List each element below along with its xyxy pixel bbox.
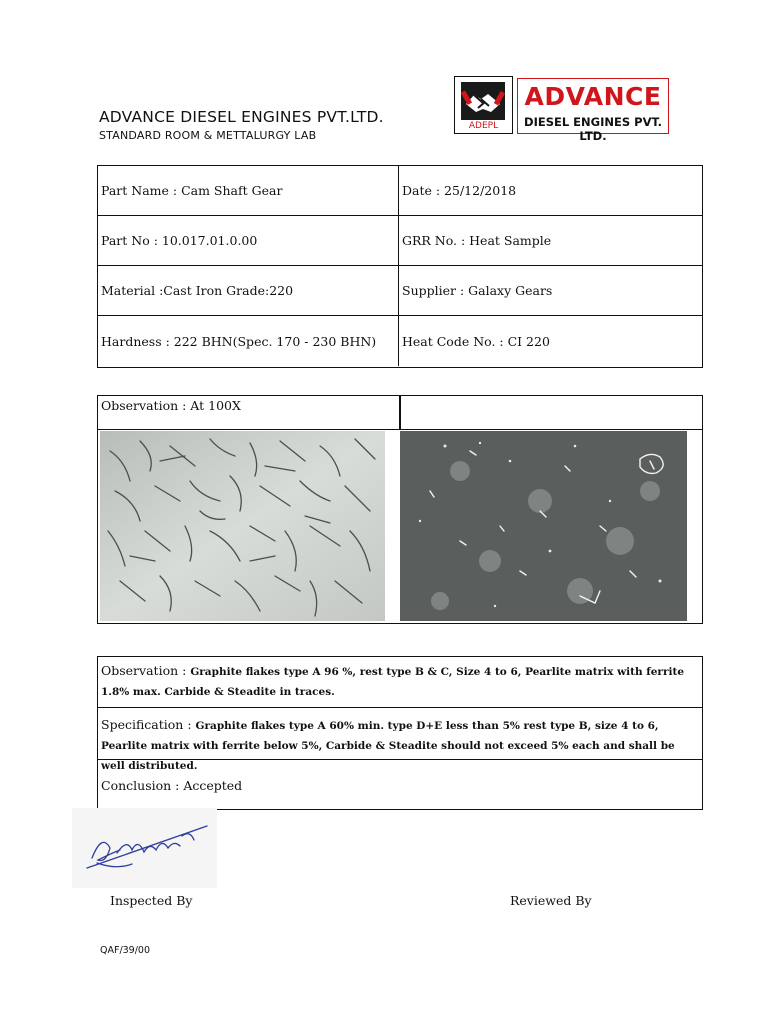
observation-row	[98, 657, 702, 708]
header-divider	[399, 396, 401, 429]
company-name: ADVANCE DIESEL ENGINES PVT.LTD.	[99, 108, 384, 126]
info-row	[98, 266, 702, 316]
logo-brand: ADVANCE	[524, 82, 662, 111]
heat-code: Heat Code No. : CI 220	[402, 333, 550, 349]
observation-text: Graphite flakes type A 96 %, rest type B & C, Size 4 to 6, Pearlite matrix with ferrite 1.8% max. Carbide & Steadite in traces.	[101, 666, 685, 698]
hardness: Hardness : 222 BHN(Spec. 170 - 230 BHN)	[98, 316, 399, 366]
conclusion: Conclusion : Accepted	[101, 778, 243, 793]
company-logo	[454, 76, 669, 143]
logo-emblem-text: ADEPL	[468, 121, 499, 131]
micrograph-label: Observation : At 100X	[101, 398, 241, 413]
info-row	[98, 166, 702, 216]
micrograph-header	[98, 396, 702, 430]
observation-label: Observation :	[101, 663, 191, 678]
pearlite-matrix-micrograph	[400, 431, 687, 621]
inspector-signature	[72, 808, 217, 888]
report-date: Date : 25/12/2018	[402, 183, 517, 198]
conclusion-row	[98, 760, 702, 808]
inspected-by: Inspected By	[110, 893, 193, 908]
info-row	[98, 316, 702, 366]
logo-wordmark	[517, 78, 669, 143]
specification-text: Graphite flakes type A 60% min. type D+E less than 5% rest type B, size 4 to 6, Pearlite matrix with ferrite below 5%, Carbide & Steadite should not exceed 5% each and shall be well distributed.	[101, 720, 675, 772]
supplier: Supplier : Galaxy Gears	[402, 283, 553, 298]
reviewed-by: Reviewed By	[510, 893, 592, 908]
specification-row	[98, 708, 702, 772]
part-no: Part No : 10.017.01.0.00	[98, 216, 399, 265]
part-name: Part Name : Cam Shaft Gear	[98, 166, 399, 215]
material: Material :Cast Iron Grade:220	[98, 266, 399, 315]
grr-no: GRR No. : Heat Sample	[402, 233, 552, 248]
document-number: QAF/39/00	[100, 945, 151, 956]
part-info-table	[97, 165, 703, 368]
micrograph-block	[97, 395, 703, 624]
info-row	[98, 216, 702, 266]
graphite-flakes-micrograph	[100, 431, 385, 621]
handshake-emblem-icon	[454, 76, 513, 134]
notes-table	[97, 656, 703, 810]
logo-subtitle: DIESEL ENGINES PVT. LTD.	[524, 115, 662, 143]
specification-label: Specification :	[101, 717, 196, 732]
lab-name: STANDARD ROOM & METTALURGY LAB	[99, 129, 317, 142]
